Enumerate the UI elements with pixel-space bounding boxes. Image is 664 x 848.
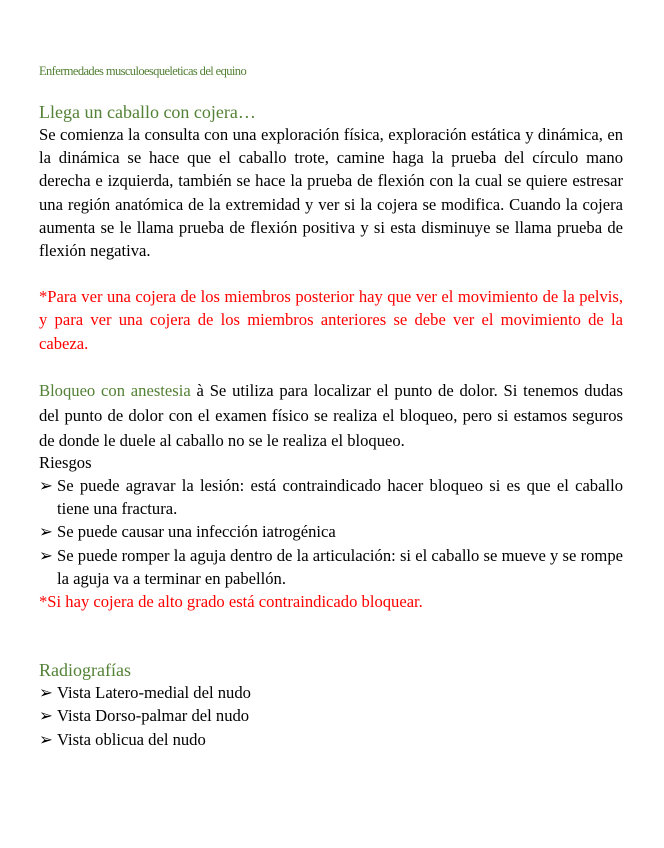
section-heading-bloqueo: Bloqueo con anestesia (39, 380, 191, 400)
bloqueo-text: Se utiliza para localizar el punto de dolor. Si tenemos dudas del punto de dolor con el examen físico se realiza el bloqueo, pero si estamos seguros de donde le duele al caballo no se le realiza el bloqueo. (39, 380, 624, 450)
list-item: ➢ Se puede causar una infección iatrogénica (39, 520, 623, 543)
list-item: ➢ Vista Latero-medial del nudo (39, 681, 623, 704)
paragraph-bloqueo (39, 378, 623, 453)
arrow-bullet-icon: ➢ (39, 545, 53, 565)
arrow-bullet-icon: ➢ (39, 729, 53, 749)
risks-label: Riesgos (39, 452, 92, 472)
list-item: ➢ Vista Dorso-palmar del nudo (39, 704, 623, 727)
list-item: ➢ Vista oblicua del nudo (39, 728, 623, 751)
arrow-bullet-icon: ➢ (39, 476, 53, 496)
arrow-bullet-icon: ➢ (39, 706, 53, 726)
arrow-symbol: à (196, 380, 204, 400)
paragraph-exploracion: Se comienza la consulta con una exploración física, exploración estática y dinámica, en la dinámica se hace que el caballo trote, camine haga la prueba del círculo mano derecha e izquierda, también se hace la prueba de flexión con la cual se quiere estresar una región anatómica de la extremidad y ver si la cojera se modifica. Cuando la cojera aumenta se le llama prueba de flexión positiva y si esta disminuye se llama prueba de flexión negativa. (39, 125, 623, 261)
section-heading-radiografias: Radiografías (39, 660, 131, 681)
section-heading-cojera: Llega un caballo con cojera… (39, 102, 256, 122)
document-page (39, 64, 623, 751)
list-item: ➢ Se puede agravar la lesión: está contraindicado hacer bloqueo si es que el caballo tiene una fractura. (39, 476, 623, 519)
arrow-bullet-icon: ➢ (39, 522, 53, 542)
arrow-bullet-icon: ➢ (39, 683, 53, 703)
list-item: ➢ Se puede romper la aguja dentro de la articulación: si el caballo se mueve y se rompe la aguja va a terminar en pabellón. (39, 545, 623, 588)
note-bloqueo: *Si hay cojera de alto grado está contraindicado bloquear. (39, 592, 423, 612)
note-cojera: *Para ver una cojera de los miembros posterior hay que ver el movimiento de la pelvis, y para ver una cojera de los miembros anteriores se debe ver el movimiento de la cabeza. (39, 287, 623, 353)
radiografias-list (39, 681, 623, 751)
document-title: Enfermedades musculoesqueleticas del equino (39, 64, 247, 78)
risks-list (39, 474, 623, 590)
